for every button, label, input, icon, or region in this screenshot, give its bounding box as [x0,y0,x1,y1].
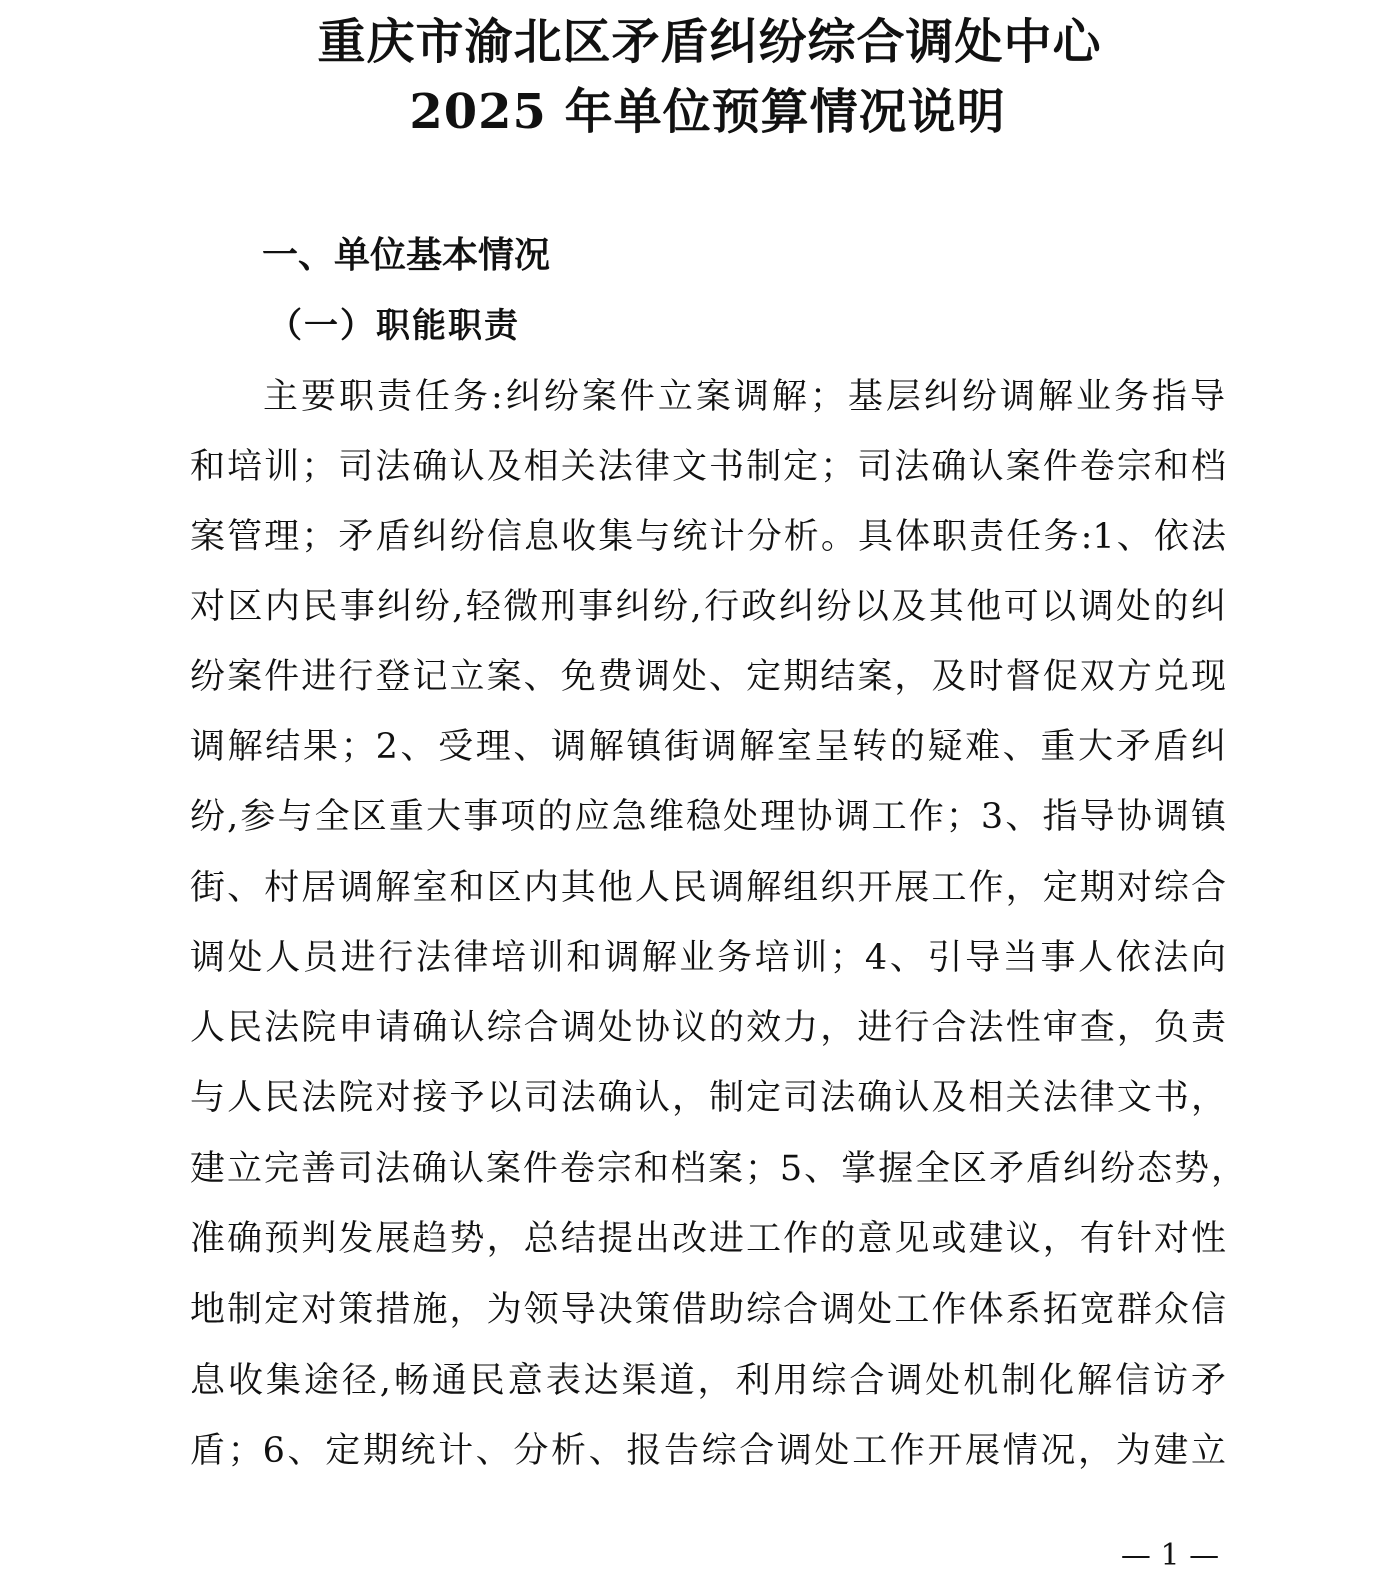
body-text-line: 街、村居调解室和区内其他人民调解组织开展工作，定期对综合 [190,868,1226,908]
document-title-line-2: 2025 年单位预算情况说明 [409,84,1006,140]
section-heading: 一、单位基本情况 [262,235,551,276]
body-text-line: 调处人员进行法律培训和调解业务培训；4、引导当事人依法向 [190,938,1226,978]
body-text-line: 地制定对策措施，为领导决策借助综合调处工作体系拓宽群众信 [190,1290,1226,1330]
body-text-line: 与人民法院对接予以司法确认，制定司法确认及相关法律文书， [190,1078,1226,1118]
body-text-line: 准确预判发展趋势，总结提出改进工作的意见或建议，有针对性 [190,1219,1226,1259]
body-text-line: 建立完善司法确认案件卷宗和档案；5、掌握全区矛盾纠纷态势， [190,1149,1246,1189]
body-text-line: 和培训；司法确认及相关法律文书制定；司法确认案件卷宗和档 [190,447,1226,487]
body-text-line: 人民法院申请确认综合调处协议的效力，进行合法性审查，负责 [190,1008,1226,1048]
body-text-line: 纷,参与全区重大事项的应急维稳处理协调工作；3、指导协调镇 [190,797,1226,837]
subsection-heading: （一）职能职责 [268,306,520,346]
body-text-line: 案管理；矛盾纠纷信息收集与统计分析。具体职责任务:1、依法 [190,517,1226,557]
body-text-line: 调解结果；2、受理、调解镇街调解室呈转的疑难、重大矛盾纠 [190,727,1226,767]
body-text-line: 纷案件进行登记立案、免费调处、定期结案，及时督促双方兑现 [190,657,1226,697]
body-text-line: 息收集途径,畅通民意表达渠道，利用综合调处机制化解信访矛 [190,1361,1226,1401]
body-text-line: 主要职责任务:纠纷案件立案调解；基层纠纷调解业务指导 [263,377,1225,417]
document-title-line-1: 重庆市渝北区矛盾纠纷综合调处中心 [317,14,1102,70]
body-text-line: 对区内民事纠纷,轻微刑事纠纷,行政纠纷以及其他可以调处的纠 [190,587,1226,627]
body-text-line: 盾；6、定期统计、分析、报告综合调处工作开展情况，为建立 [190,1431,1226,1471]
page-number: — 1 — [1120,1538,1220,1573]
